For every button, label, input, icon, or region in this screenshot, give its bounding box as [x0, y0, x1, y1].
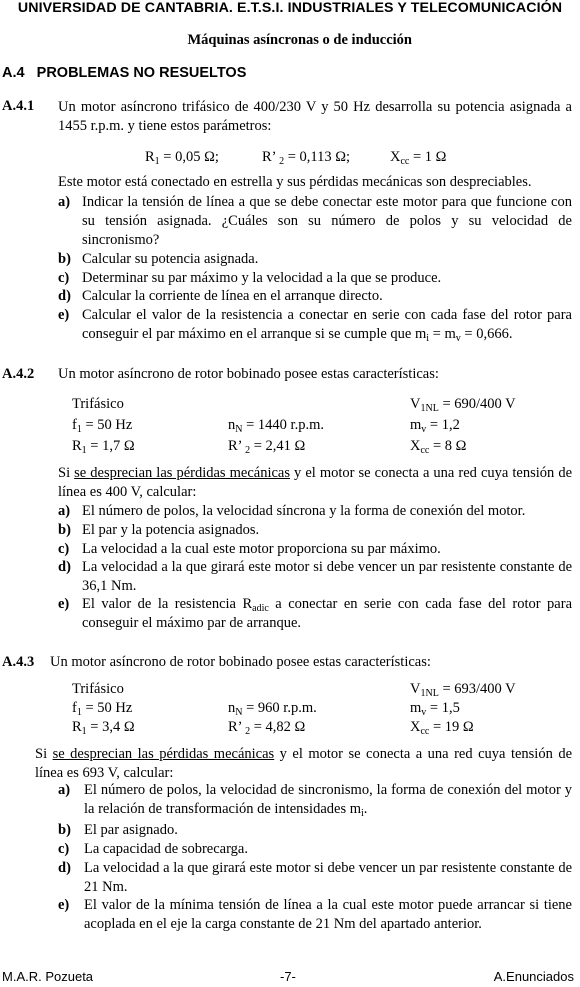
spec-xcc: $X_{cc} = 8$ Ω	[410, 438, 467, 456]
question-item: d) La velocidad a la que girará este motor si debe vencer un par resistente constante de 21 Nm.	[58, 860, 572, 895]
spec-r1: $R_1 = 1,7$ Ω	[72, 438, 135, 456]
question-label: a)	[58, 782, 71, 798]
parameter-xcc: $X_{cc} = 1$ Ω	[390, 149, 447, 167]
spec-voltage: $V_{1NL} = 693/400$ V	[410, 681, 516, 699]
spec-xcc: $X_{cc} = 19$ Ω	[410, 719, 474, 737]
footer-author: M.A.R. Pozueta	[2, 969, 94, 984]
question-item: b) El par asignado.	[58, 822, 178, 838]
spec-frequency: $f_1 = 50$ Hz	[72, 700, 133, 718]
spec-phase: Trifásico	[72, 681, 124, 697]
question-label: b)	[58, 822, 71, 838]
question-label: b)	[58, 251, 71, 267]
question-item: a) El número de polos, la velocidad síncrona y la forma de conexión del motor.	[58, 503, 526, 519]
page-number: -7-	[280, 969, 296, 984]
spec-ratio: $m_v = 1,2$	[410, 417, 460, 435]
question-label: c)	[58, 541, 70, 557]
spec-r2: R’ $_2$ = 2,41 Ω	[228, 438, 306, 456]
section-title: A.4 PROBLEMAS NO RESUELTOS	[2, 65, 247, 81]
question-item: a) El número de polos, la velocidad de sincronismo, la forma de conexión del motor y la relación de transformación de intensidades $m_i$.	[58, 782, 572, 819]
question-item: c) La velocidad a la cual este motor proporciona su par máximo.	[58, 541, 441, 557]
question-label: c)	[58, 841, 70, 857]
problem-intro: Un motor asíncrono de rotor bobinado posee estas características:	[50, 654, 431, 670]
question-item: e) El valor de la resistencia $R_{adic}$ a conectar en serie con cada fase del rotor para conseguir el máximo par de arranque.	[58, 596, 572, 631]
problem-number: A.4.3	[2, 654, 35, 670]
problem-number: A.4.2	[2, 366, 35, 382]
question-label: a)	[58, 503, 71, 519]
spec-phase: Trifásico	[72, 396, 124, 412]
question-label: e)	[58, 897, 70, 913]
question-label: b)	[58, 522, 71, 538]
spec-ratio: $m_v = 1,5$	[410, 700, 460, 718]
page-header: UNIVERSIDAD DE CANTABRIA. E.T.S.I. INDUSTRIALES Y TELECOMUNICACIÓN	[17, 0, 563, 16]
question-item: b) Calcular su potencia asignada.	[58, 251, 259, 267]
question-label: c)	[58, 270, 70, 286]
question-item: a) Indicar la tensión de línea a que se debe conectar este motor para que funcione con su tensión asignada. ¿Cuáles son su número de polos y su velocidad de sincronismo?	[58, 194, 572, 248]
problem-statement: Si se desprecian las pérdidas mecánicas y el motor se conecta a una red cuya tensión de línea es 400 V, calcular:	[58, 465, 573, 500]
spec-r2: R’ $_2$ = 4,82 Ω	[228, 719, 306, 737]
spec-speed: $n_N = 960$ r.p.m.	[228, 700, 317, 718]
question-label: d)	[58, 288, 71, 304]
question-item: e) El valor de la mínima tensión de línea a la cual este motor puede arrancar si tiene acoplada en el eje la carga constante de 21 Nm del apartado anterior.	[58, 897, 572, 932]
question-item: e) Calcular el valor de la resistencia a conectar en serie con cada fase del rotor para conseguir el par máximo en el arranque si se cumple que $m_i = m_v = 0,666$.	[58, 307, 572, 344]
question-item: c) Determinar su par máximo y la velocidad a la que se produce.	[58, 270, 442, 286]
spec-frequency: $f_1 = 50$ Hz	[72, 417, 133, 435]
question-item: b) El par y la potencia asignados.	[58, 522, 260, 538]
question-label: d)	[58, 559, 71, 575]
question-label: e)	[58, 596, 70, 612]
spec-speed: $n_N = 1440$ r.p.m.	[228, 417, 324, 435]
spec-r1: $R_1 = 3,4$ Ω	[72, 719, 135, 737]
problem-number: A.4.1	[2, 98, 35, 114]
problem-intro: Un motor asíncrono de rotor bobinado posee estas características:	[58, 366, 439, 382]
question-item: c) La capacidad de sobrecarga.	[58, 841, 248, 857]
parameter-r1: $R_1 = 0,05$ Ω;	[145, 149, 219, 167]
problem-intro: Un motor asíncrono trifásico de 400/230 V y 50 Hz desarrolla su potencia asignada a 1455 r.p.m. y tiene estos parámetros:	[58, 99, 572, 134]
question-item: d) Calcular la corriente de línea en el arranque directo.	[58, 288, 383, 304]
question-label: a)	[58, 194, 71, 210]
question-label: e)	[58, 307, 70, 323]
spec-voltage: $V_{1NL} = 690/400$ V	[410, 396, 516, 414]
question-label: d)	[58, 860, 71, 876]
problem-statement: Si se desprecian las pérdidas mecánicas y el motor se conecta a una red cuya tensión de línea es 693 V, calcular:	[35, 746, 573, 781]
question-item: d) La velocidad a la que girará este motor si debe vencer un par resistente constante de 36,1 Nm.	[58, 559, 572, 594]
problem-statement: Este motor está conectado en estrella y sus pérdidas mecánicas son despreciables.	[58, 174, 532, 190]
subject-title: Máquinas asíncronas o de inducción	[187, 32, 412, 48]
footer-section: A.Enunciados	[493, 969, 574, 984]
parameter-r2: R’ $_2$ = 0,113 Ω;	[262, 149, 351, 167]
